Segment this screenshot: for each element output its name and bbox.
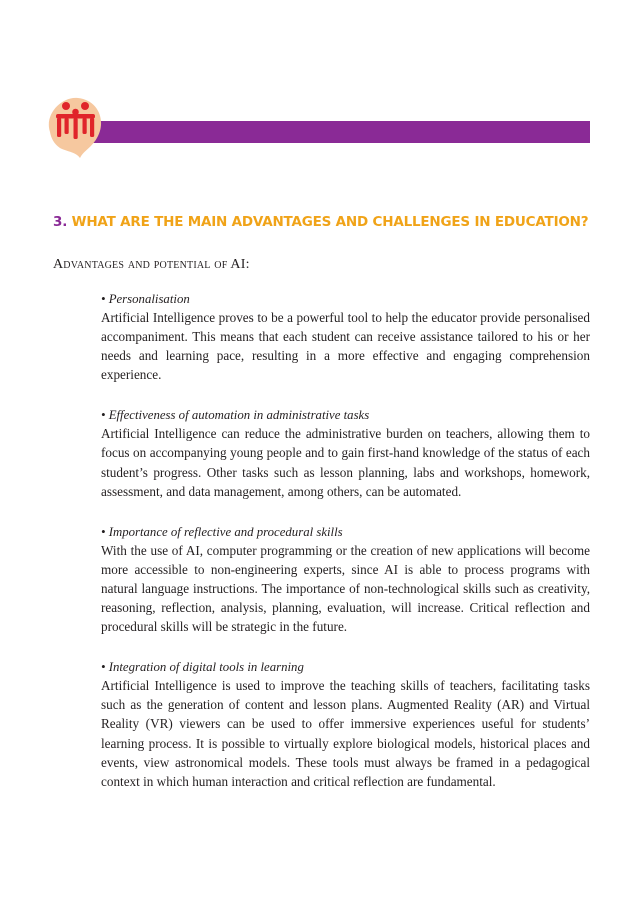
list-item <box>101 658 590 791</box>
advantages-list <box>101 290 590 813</box>
list-item <box>101 406 590 500</box>
section-heading <box>53 214 593 230</box>
item-title: • Effectiveness of automation in administrative tasks <box>101 408 370 423</box>
item-body: With the use of AI, computer programming or the creation of new applications will become more accessible to non-engineering experts, since AI is able to process programs with natural language instructions. The importance of non-technological skills such as creativity, reasoning, reflection, analysis, planning, evaluation, will increase. Critical reflection and procedural skills will be strategic in the future. <box>101 542 590 635</box>
section-number: 3. <box>53 214 68 230</box>
item-title: • Integration of digital tools in learning <box>101 660 304 675</box>
list-item <box>101 523 590 636</box>
list-item <box>101 290 590 384</box>
item-body: Artificial Intelligence is used to improve the teaching skills of teachers, facilitating tasks such as the generation of content and lesson plans. Augmented Reality (AR) and Virtual Reality (VR) viewers can be used to offer immersive experiences useful for students’ learning process. It is possible to virtually explore biological models, historical places and events, view astronomical models. These tools must always be framed in a pedagogical context in which human interaction and critical reflection are fundamental. <box>101 678 590 789</box>
advantages-subheading: Advantages and potential of AI: <box>53 257 250 272</box>
header-band <box>92 121 590 143</box>
item-body: Artificial Intelligence proves to be a powerful tool to help the educator provide personalised accompaniment. This means that each student can receive assistance tailored to his or her needs and learning pace, resulting in a more effective and engaging comprehension experience. <box>101 310 590 383</box>
item-title: • Personalisation <box>101 292 190 306</box>
item-body: Artificial Intelligence can reduce the administrative burden on teachers, allowing them to focus on accompanying young people and to gain first-hand knowledge of the status of each student’s progress. Other tasks such as lesson planning, labs and workshops, homework, assessment, and data management, among others, can be automated. <box>101 426 590 499</box>
item-title: • Importance of reflective and procedural skills <box>101 524 343 539</box>
section-title: WHAT ARE THE MAIN ADVANTAGES AND CHALLENGES IN EDUCATION? <box>71 214 589 230</box>
organization-people-logo-icon <box>40 92 110 162</box>
